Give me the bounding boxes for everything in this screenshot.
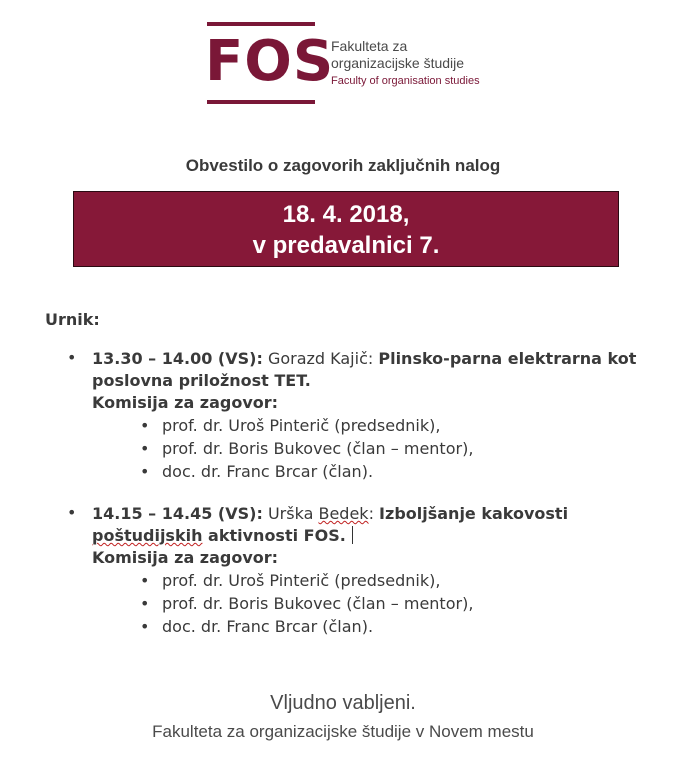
banner-room: v predavalnici 7. [252, 232, 440, 259]
entry-1-student: Gorazd Kajič: [267, 349, 374, 368]
bullet-icon: • [67, 348, 77, 367]
bullet-icon: • [140, 416, 150, 435]
bullet-icon: • [140, 462, 150, 481]
committee-member: • doc. dr. Franc Brcar (član). [140, 462, 374, 481]
entry-2-flagged-word: poštudijskih [92, 526, 203, 545]
entry-2-student-colon: : [368, 504, 374, 523]
schedule-label: Urnik: [45, 310, 100, 329]
schedule-entry-2 [45, 503, 665, 638]
entry-2-committee [92, 569, 665, 638]
logo-line-3: Faculty of organisation studies [331, 75, 480, 87]
logo-top-right-bar [283, 22, 315, 26]
entry-2-heading [92, 503, 665, 525]
closing-signature: Fakulteta za organizacijske študije v Novem mestu [152, 722, 534, 741]
logo-line-2: organizacijske študije [331, 55, 465, 71]
entry-1-time: 13.30 – 14.00 (VS): [92, 349, 263, 368]
fos-logo [207, 22, 507, 107]
entry-1-committee-label: Komisija za zagovor: [92, 393, 279, 412]
committee-member: • doc. dr. Franc Brcar (član). [140, 617, 374, 636]
entry-2-student-last: Bedek [318, 504, 369, 523]
banner-date: 18. 4. 2018, [282, 201, 410, 228]
bullet-icon: • [140, 594, 150, 613]
entry-2-time: 14.15 – 14.45 (VS): [92, 504, 263, 523]
entry-1-title-line-1: Plinsko-parna elektrarna kot [378, 349, 637, 368]
entry-2-title-line-2 [92, 525, 665, 547]
entry-2-committee-label: Komisija za zagovor: [92, 548, 279, 567]
date-banner [73, 191, 619, 267]
bullet-icon: • [140, 439, 150, 458]
logo-line-1: Fakulteta za [331, 38, 408, 54]
entry-2-student-first: Urška [267, 504, 314, 523]
committee-member: • prof. dr. Boris Bukovec (član – mentor), [140, 439, 474, 458]
schedule [45, 310, 665, 658]
bullet-icon: • [67, 503, 77, 522]
entry-1-title-line-2: poslovna priložnost TET. [92, 371, 311, 390]
logo-bottom-bar [207, 100, 315, 104]
schedule-entry-1 [45, 348, 665, 483]
notice-subtitle: Obvestilo o zagovorih zaključnih nalog [185, 156, 501, 175]
closing-invitation: Vljudno vabljeni. [270, 692, 416, 714]
committee-member: • prof. dr. Uroš Pinterič (predsednik), [140, 571, 441, 590]
bullet-icon: • [140, 617, 150, 636]
committee-member: • prof. dr. Uroš Pinterič (predsednik), [140, 416, 441, 435]
logo-text [331, 38, 480, 90]
entry-2-title-rest: aktivnosti FOS. [208, 526, 346, 545]
text-cursor [352, 526, 353, 544]
entry-2-title-line-1: Izboljšanje kakovosti [379, 504, 569, 523]
entry-1-heading [92, 348, 665, 370]
logo-letters: FOS [205, 29, 335, 94]
entry-1-committee [92, 414, 665, 483]
committee-member: • prof. dr. Boris Bukovec (član – mentor), [140, 594, 474, 613]
bullet-icon: • [140, 571, 150, 590]
